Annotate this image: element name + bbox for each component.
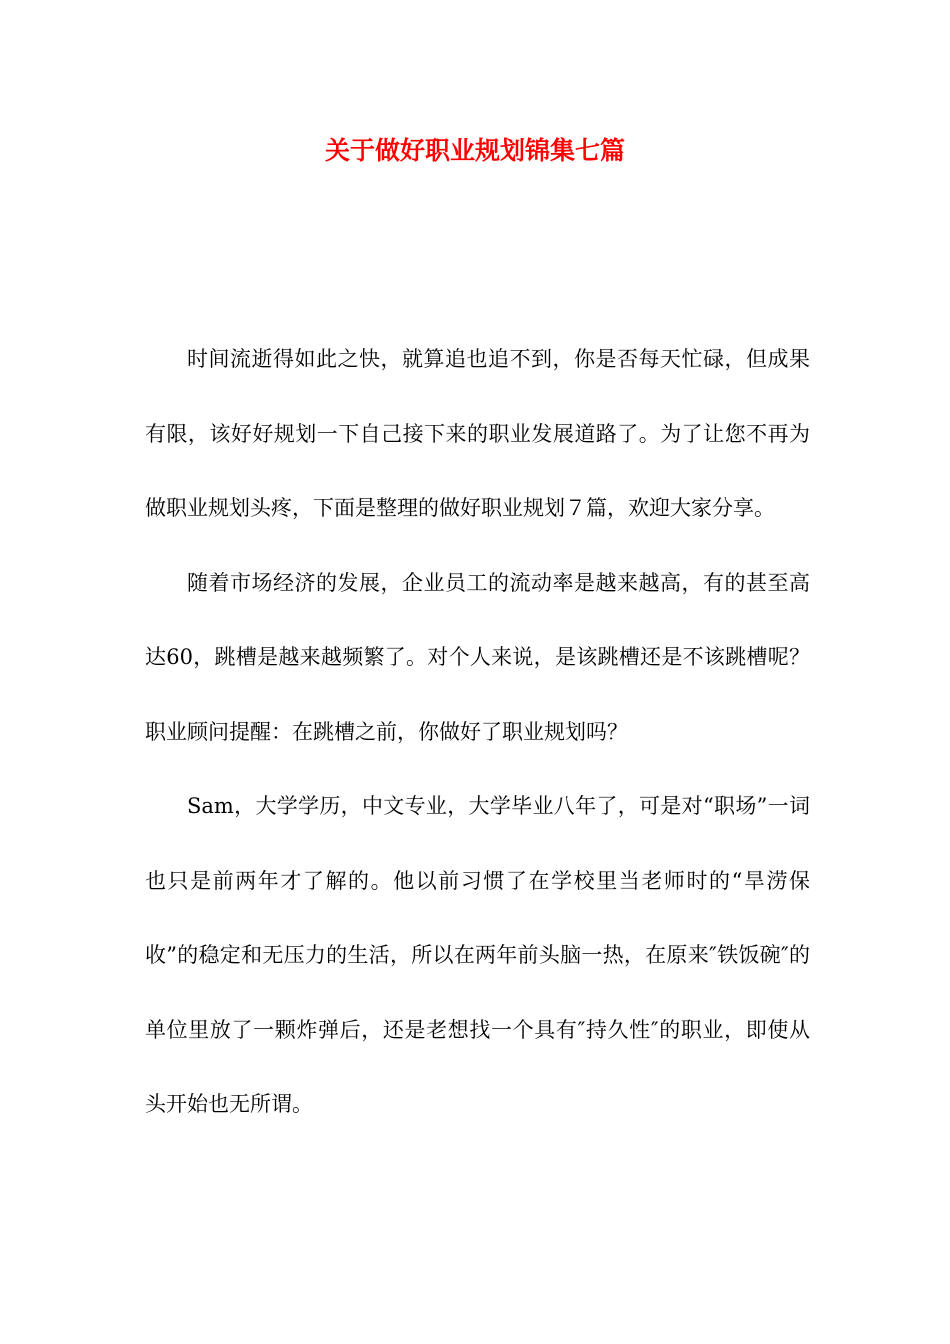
document-title: 关于做好职业规划锦集七篇 bbox=[324, 136, 625, 165]
paragraph-1: 时间流逝得如此之快，就算追也追不到，你是否每天忙碌，但成果有限，该好好规划一下自己接下来的职业发展道路了。为了让您不再为做职业规划头疼，下面是整理的做好职业规划７篇，欢迎大家分享。 bbox=[145, 347, 810, 520]
paragraph-3: Sam，大学学历，中文专业，大学毕业八年了，可是对“职场”一词也只是前两年才了解的。他以前习惯了在学校里当老师时的“旱涝保收”的稳定和无压力的生活，所以在两年前头脑一热，在原来″铁饭碗″的单位里放了一颗炸弹后，还是老想找一个具有″持久性″的职业，即使从头开始也无所谓。 bbox=[145, 794, 810, 1116]
paragraph-2: 随着市场经济的发展，企业员工的流动率是越来越高，有的甚至高达60，跳槽是越来越频繁了。对个人来说，是该跳槽还是不该跳槽呢？职业顾问提醒：在跳槽之前，你做好了职业规划吗？ bbox=[145, 570, 810, 744]
document-body bbox=[145, 322, 810, 1142]
